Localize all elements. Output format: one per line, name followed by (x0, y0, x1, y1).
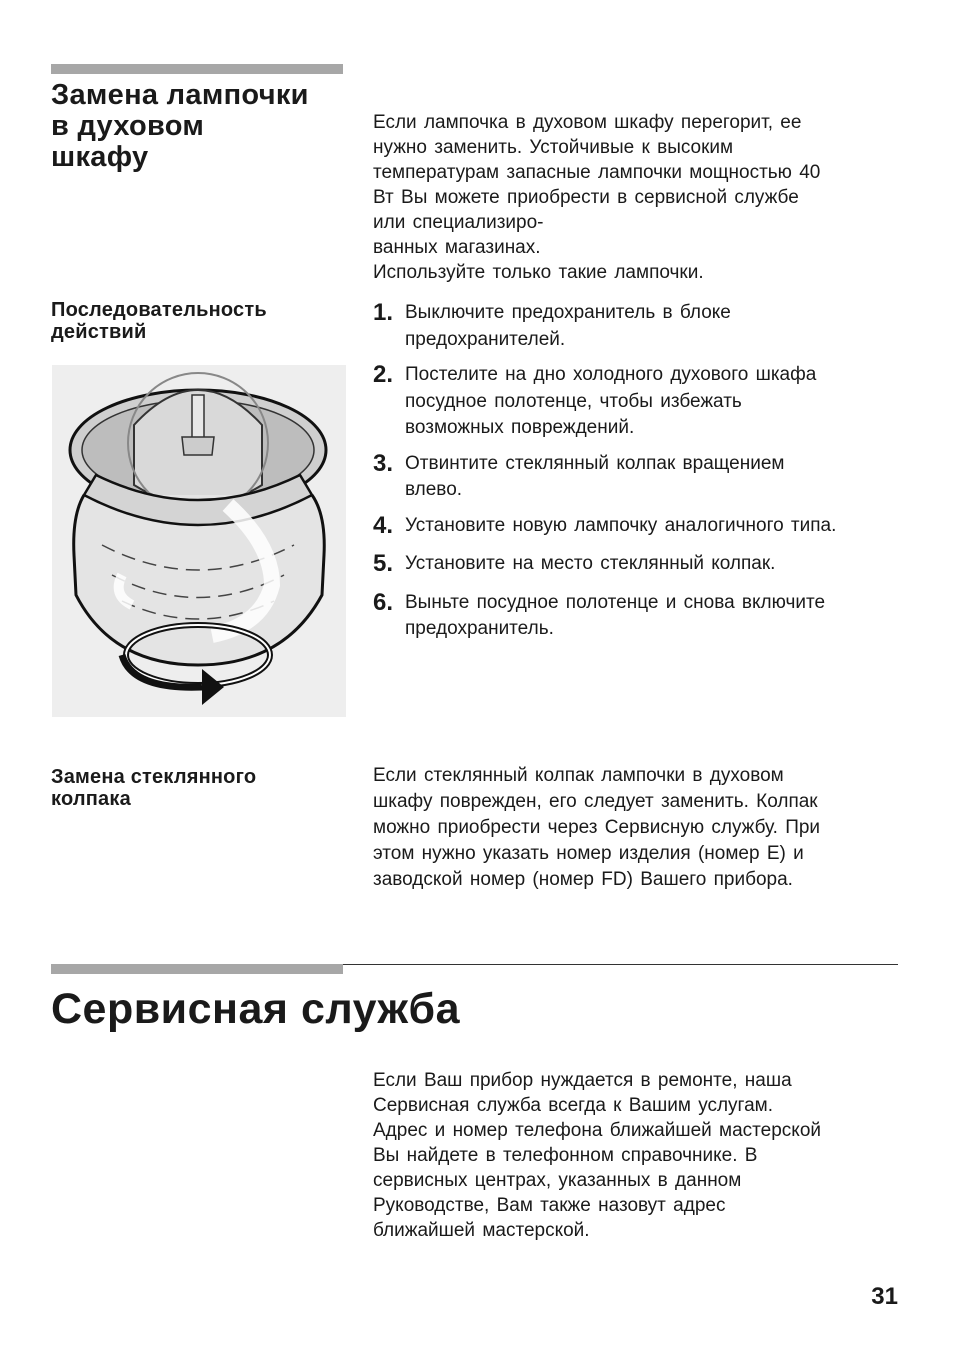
page-number: 31 (871, 1283, 898, 1310)
glass-cover-heading: Замена стеклянного колпака (51, 766, 257, 810)
section-bar-service (51, 964, 343, 974)
step-item (373, 551, 913, 578)
procedure-heading: Последовательность действий (51, 299, 267, 343)
step-item (373, 590, 913, 643)
step-number: 1. (373, 299, 394, 326)
step-number: 2. (373, 361, 394, 388)
step-number: 4. (373, 511, 394, 539)
service-text: Если Ваш прибор нуждается в ремонте, наша Сервисная служба всегда к Вашим услугам. Адрес и номер телефона ближайшей мастерской Вы найдете в телефонном справочнике. В сервисных центрах, указанных в данном Руководстве, Вам также назовут адрес ближайшей мастерской. (373, 1070, 821, 1241)
section-title-lamp: Замена лампочки в духовом шкафу (51, 79, 309, 173)
step-item (373, 362, 913, 442)
step-item (373, 451, 913, 504)
glass-cover-text: Если стеклянный колпак лампочки в духовом шкафу поврежден, его следует заменить. Колпак можно приобрести через Сервисную службу. При этом нужно указать номер изделия (номер E) и заводской номер (номер FD) Вашего прибора. (373, 765, 821, 890)
step-number: 5. (373, 550, 394, 577)
step-number: 3. (373, 449, 394, 477)
section-bar-top (51, 64, 343, 74)
step-text: Установите на место стеклянный колпак. (405, 553, 776, 574)
lamp-intro-text: Если лампочка в духовом шкафу перегорит, ее нужно заменить. Устойчивые к высоким температурам запасные лампочки мощностью 40 Вт Вы можете приобрести в сервисной службе или специализиро- ванных магазинах. Используйте только такие лампочки. (373, 112, 821, 283)
step-text: Постелите на дно холодного духового шкафа посудное полотенце, чтобы избежать возможных повреждений. (405, 364, 817, 438)
lamp-cover-drawing (52, 365, 346, 717)
step-item (373, 300, 913, 353)
step-text: Установите новую лампочку аналогичного типа. (405, 514, 837, 536)
lamp-cover-illustration (52, 365, 346, 717)
step-text: Выньте посудное полотенце и снова включите предохранитель. (405, 591, 826, 639)
step-text: Отвинтите стеклянный колпак вращением влево. (405, 452, 785, 500)
procedure-steps (373, 300, 913, 643)
step-item (373, 513, 913, 540)
step-text: Выключите предохранитель в блоке предохранителей. (405, 302, 731, 350)
step-number: 6. (373, 588, 394, 616)
service-title: Сервисная служба (51, 985, 461, 1033)
